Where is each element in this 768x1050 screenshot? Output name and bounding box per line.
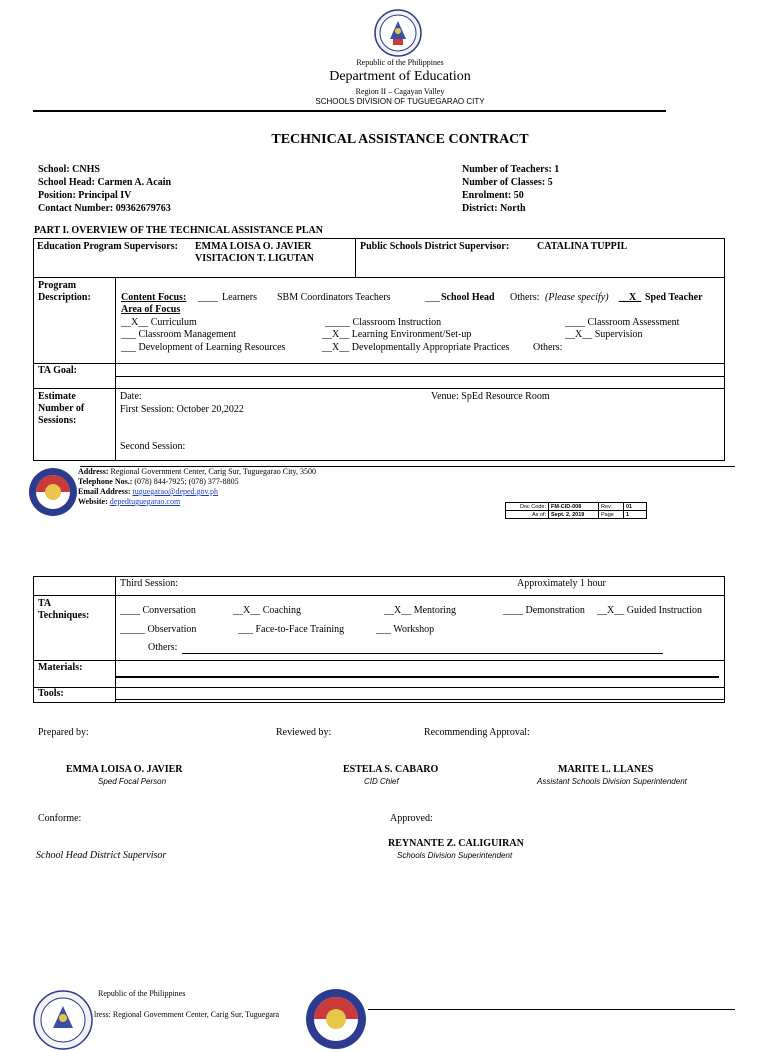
recommending-label: Recommending Approval: [424,727,530,738]
page-label: Page [599,511,624,519]
footer-address-label: Address: [78,467,109,476]
content-focus-label: Content Focus: [121,292,187,303]
page2-row-line-1 [33,595,725,596]
cf-x-mark: __X_ [619,292,642,303]
page2-row-line-2 [33,660,725,661]
af-classroom-assessment: ____ Classroom Assessment [565,317,680,328]
rev-label: Rev: [599,503,624,511]
tech-guided-instruction: __X__ Guided Instruction [597,605,702,616]
enrolment: Enrolment: 50 [462,190,524,201]
af-learning-environment: __X__ Learning Environment/Set-up [322,329,472,340]
tech-mentoring: __X__ Mentoring [384,605,456,616]
af-dap: __X__ Developmentally Appropriate Practices [322,342,510,353]
af-classroom-instruction: _____ Classroom Instruction [325,317,442,328]
doc-code-label: Doc Code: [506,503,549,511]
district: District: North [462,203,526,214]
area-of-focus-label: Area of Focus [121,304,181,315]
conforme-label: Conforme: [38,813,82,824]
sig2-name: ESTELA S. CABARO [343,764,439,775]
tools-row [33,687,725,703]
tools-label: Tools: [38,688,64,699]
ta-techniques-label-2: Techniques: [38,610,90,621]
second-session: Second Session: [120,441,186,452]
document-code-table [505,502,647,519]
school-head: School Head: Carmen A. Acain [38,177,172,188]
program-label-2: Description: [38,292,91,303]
tools-line [115,699,725,700]
ta-techniques-label-1: TA [38,598,52,609]
deped-seal-icon [374,9,422,57]
website-link[interactable]: depedtuguegarao.com [109,497,181,506]
page-value: 1 [624,511,647,519]
tech-conversation: ____ Conversation [120,605,196,616]
number-of-classes: Number of Classes: 5 [462,177,553,188]
cf-school-head: School Head [441,292,495,303]
rev-value: 01 [624,503,647,511]
footer-telephone-line [78,477,316,487]
estimate-label-2: Number of [38,403,85,414]
sig3-title: Assistant Schools Division Superintendent [537,777,687,786]
cf-sped-teacher: Sped Teacher [645,292,703,303]
eps-label: Education Program Supervisors: [37,241,178,252]
header-region: Region II – Cagayan Valley [355,87,445,96]
ta-goal-inner-line [115,376,725,377]
prepared-by-label: Prepared by: [38,727,89,738]
cf-sbm: SBM Coordinators Teachers [277,292,391,303]
school-info-right [462,163,559,215]
tech-others: Others: [148,642,178,653]
first-session: First Session: October 20,2022 [120,404,244,415]
psds-name: CATALINA TUPPIL [537,241,628,252]
cf-learners: Learners [222,292,257,303]
cf-others: Others: [510,292,540,303]
psds-label: Public Schools District Supervisor: [360,241,510,252]
af-supervision: __X__ Supervision [565,329,643,340]
header-department: Department of Education [329,69,471,84]
footer-email-label: Email Address: [78,487,131,496]
tech-observation: _____ Observation [120,624,197,635]
footer-address: Regional Government Center, Carig Sur, Tuguegarao City, 3500 [110,467,317,476]
program-label-1: Program [38,280,77,291]
third-session: Third Session: [120,578,179,589]
estimate-label-3: Sessions: [38,415,77,426]
footer-contact-block [78,467,316,507]
date-label: Date: [120,391,142,402]
header-rule [33,110,666,112]
page3-country: Republic of the Philippines [98,989,186,998]
as-of-label: As of: [506,511,549,519]
conforme-names: School Head District Supervisor [36,850,167,861]
sig4-title: Schools Division Superintendent [397,851,513,860]
division-seal-icon [28,467,78,517]
deped-seal-icon-page3 [33,990,93,1050]
approved-label: Approved: [390,813,433,824]
tech-workshop: ___ Workshop [376,624,435,635]
sig2-title: CID Chief [364,777,399,786]
tech-others-line [182,653,663,654]
eps-name-1: EMMA LOISA O. JAVIER [195,241,312,252]
tech-coaching: __X__ Coaching [233,605,302,616]
footer-telephone: (078) 844-7925; (078) 377-8805 [134,477,239,486]
cf-blank-learners: ____ [198,292,218,303]
materials-line [115,676,719,678]
approx-duration: Approximately 1 hour [517,578,606,589]
estimate-label-1: Estimate [38,391,76,402]
sig1-name: EMMA LOISA O. JAVIER [66,764,183,775]
footer-website-line [78,497,316,507]
document-title: TECHNICAL ASSISTANCE CONTRACT [271,132,529,147]
materials-label: Materials: [38,662,83,673]
cf-specify: (Please specify) [545,292,609,303]
header-country: Republic of the Philippines [356,58,444,67]
reviewed-by-label: Reviewed by: [276,727,332,738]
footer-web-label: Website: [78,497,108,506]
page3-rule [368,1009,735,1010]
ta-goal-label: TA Goal: [38,365,77,376]
page3-address: lress: Regional Government Center, Carig Sur, Tuguegara [94,1010,280,1019]
division-seal-icon-page3 [305,988,367,1050]
school-name: School: CNHS [38,164,100,175]
sig4-name: REYNANTE Z. CALIGUIRAN [388,838,524,849]
venue: Venue: SpEd Resource Room [431,391,550,402]
footer-tel-label: Telephone Nos.: [78,477,133,486]
position: Position: Principal IV [38,190,132,201]
contact-number: Contact Number: 09362679763 [38,203,171,214]
part1-heading: PART I. OVERVIEW OF THE TECHNICAL ASSISTANCE PLAN [34,225,323,236]
school-info-left [38,163,171,215]
tech-demonstration: ____ Demonstration [503,605,585,616]
af-learning-resources: ___ Development of Learning Resources [121,342,286,353]
eps-name-2: VISITACION T. LIGUTAN [195,253,315,264]
tech-face-to-face: ___ Face-to-Face Training [238,624,345,635]
footer-email-line [78,487,316,497]
supervisors-divider [355,238,356,278]
af-others: Others: [533,342,563,353]
af-classroom-management: ___ Classroom Management [121,329,236,340]
number-of-teachers: Number of Teachers: 1 [462,164,560,175]
af-curriculum: __X__ Curriculum [121,317,197,328]
email-link[interactable]: tuguegarao@deped.gov.ph [132,487,219,496]
doc-code: FM-CID-008 [549,503,599,511]
footer-address-line [78,467,316,477]
header-division: SCHOOLS DIVISION OF TUGUEGARAO CITY [315,97,485,106]
sig1-title: Sped Focal Person [98,777,167,786]
cf-blank-school-head: ___ [425,292,440,303]
as-of-value: Sept. 2, 2019 [549,511,599,519]
sig3-name: MARITE L. LLANES [558,764,654,775]
